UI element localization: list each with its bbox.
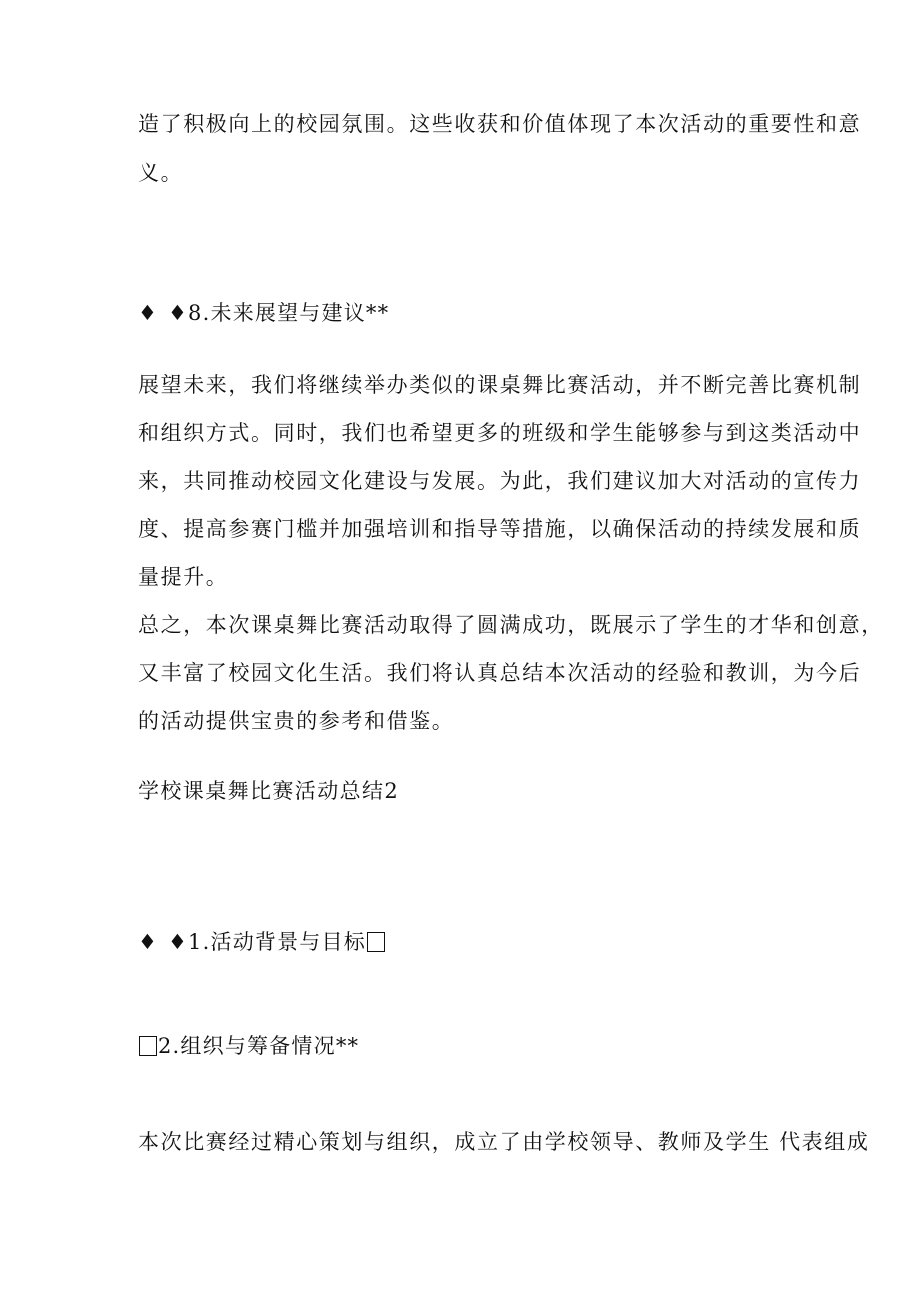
diamond-bullet-icon: ♦ [138, 930, 159, 954]
heading-text: ♦8.未来展望与建议** [168, 301, 390, 325]
paragraph-line: 的活动提供宝贵的参考和借鉴。 [138, 709, 455, 733]
section-heading-2 [138, 1031, 798, 1061]
paragraph-line: 和组织方式。同时，我们也希望更多的班级和学生能够参与到这类活动中 [138, 421, 862, 445]
paragraph-line: 又丰富了校园文化生活。我们将认真总结本次活动的经验和教训，为今后 [138, 661, 862, 685]
diamond-bullet-icon: ♦ [138, 301, 159, 325]
section-heading-1 [138, 927, 798, 957]
paragraph-line: 义。 [138, 161, 184, 185]
section-heading-8 [138, 298, 798, 328]
missing-glyph-box-icon [367, 932, 385, 952]
paragraph-line: 造了积极向上的校园氛围。这些收获和价值体现了本次活动的重要性和意 [138, 112, 862, 136]
heading-text: ♦1.活动背景与目标 [168, 930, 366, 954]
paragraph-line: 展望未来，我们将继续举办类似的课桌舞比赛活动，并不断完善比赛机制 [138, 373, 862, 397]
paragraph-line: 量提升。 [138, 565, 229, 589]
paragraph-line: 度、提高参赛门槛并加强培训和指导等措施，以确保活动的持续发展和质 [138, 517, 862, 541]
paragraph-line: 来，共同推动校园文化建设与发展。为此，我们建议加大对活动的宣传力 [138, 469, 862, 493]
document-title: 学校课桌舞比赛活动总结2 [138, 779, 400, 803]
heading-text: 2.组织与筹备情况** [158, 1034, 360, 1058]
missing-glyph-box-icon [139, 1036, 157, 1056]
paragraph-line: 总之，本次课桌舞比赛活动取得了圆满成功，既展示了学生的才华和创意， [138, 613, 884, 637]
paragraph-line: 本次比赛经过精心策划与组织，成立了由学校领导、教师及学生 代表组成 [138, 1130, 870, 1154]
